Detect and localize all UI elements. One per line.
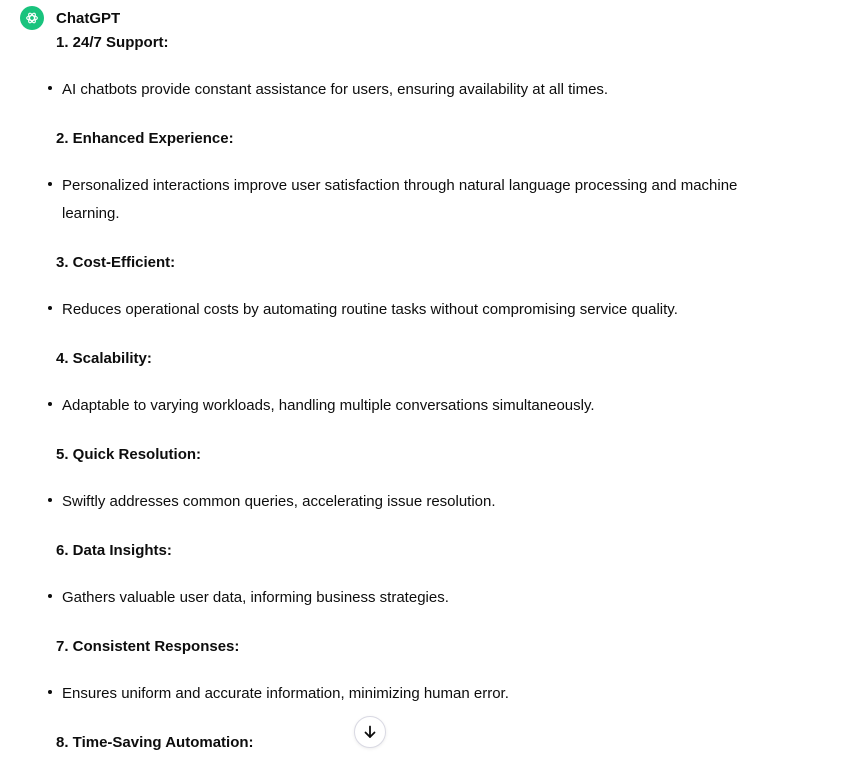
section-bullet: Gathers valuable user data, informing business strategies.: [62, 584, 742, 612]
section-bullet: Personalized interactions improve user satisfaction through natural language processing and machine learning.: [62, 172, 742, 228]
section-heading: 3. Cost-Efficient:: [56, 254, 176, 271]
section-bullet: AI chatbots provide constant assistance for users, ensuring availability at all times.: [62, 76, 742, 104]
section-bullet: Reduces operational costs by automating routine tasks without compromising service quality.: [62, 296, 742, 324]
section-bullet: Adaptable to varying workloads, handling multiple conversations simultaneously.: [62, 392, 742, 420]
openai-logo-icon: [24, 10, 40, 26]
section-bullet: Ensures uniform and accurate information, minimizing human error.: [62, 680, 742, 708]
avatar: [20, 6, 44, 30]
section-heading: 5. Quick Resolution:: [56, 446, 202, 463]
author-name: ChatGPT: [56, 9, 121, 27]
section-heading: 8. Time-Saving Automation:: [56, 734, 254, 751]
section-heading: 1. 24/7 Support:: [56, 34, 169, 51]
scroll-to-bottom-button[interactable]: [354, 716, 386, 748]
message-header: [20, 6, 120, 30]
section-heading: 6. Data Insights:: [56, 542, 172, 559]
section-heading: 2. Enhanced Experience:: [56, 130, 234, 147]
section-heading: 4. Scalability:: [56, 350, 152, 367]
section-heading: 7. Consistent Responses:: [56, 638, 240, 655]
section-bullet: Swiftly addresses common queries, accelerating issue resolution.: [62, 488, 742, 516]
arrow-down-icon: [362, 724, 378, 740]
